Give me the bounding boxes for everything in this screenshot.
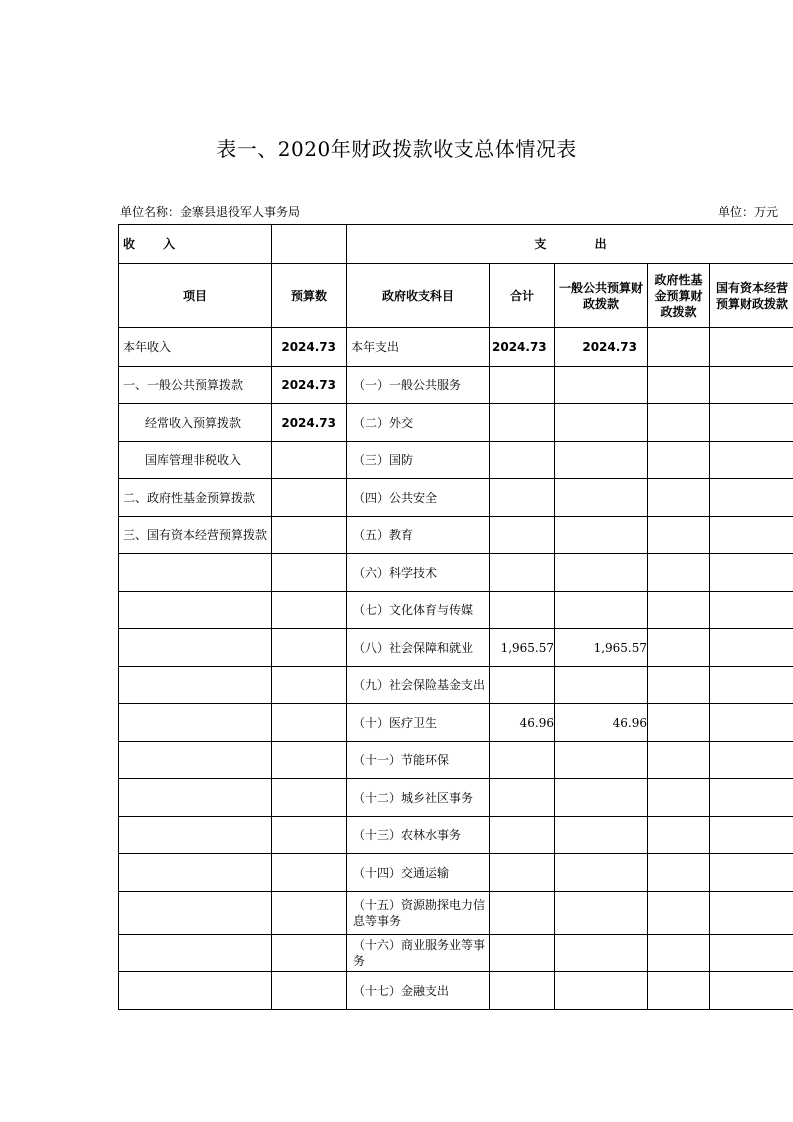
gov-fund-cell (648, 479, 710, 517)
subject-cell: （十四）交通运输 (347, 854, 490, 892)
total-cell (490, 367, 555, 404)
item-cell: 三、国有资本经营预算拨款 (119, 517, 272, 554)
budget-cell (272, 972, 347, 1010)
general-public-cell (555, 517, 648, 554)
table-row (119, 854, 793, 892)
state-capital-cell (710, 667, 793, 704)
gov-fund-column-header: 政府性基金预算财政拨款 (648, 264, 710, 328)
table-row (119, 479, 793, 517)
total-cell (490, 442, 555, 479)
general-public-cell: 1,965.57 (555, 629, 648, 667)
total-cell: 2024.73 (490, 328, 555, 367)
gov-fund-cell (648, 817, 710, 854)
general-public-cell (555, 817, 648, 854)
item-cell (119, 892, 272, 935)
budget-cell (272, 517, 347, 554)
table-row (119, 935, 793, 972)
gov-fund-cell (648, 704, 710, 742)
unit-name-label: 单位名称：金寨县退役军人事务局 (120, 205, 301, 219)
budget-cell (272, 817, 347, 854)
subject-cell: （八）社会保障和就业 (347, 629, 490, 667)
general-public-cell (555, 972, 648, 1010)
total-cell (490, 779, 555, 817)
table-row (119, 972, 793, 1010)
gov-fund-cell (648, 442, 710, 479)
general-public-column-header: 一般公共预算财政拨款 (555, 264, 648, 328)
state-capital-cell (710, 592, 793, 629)
state-capital-cell (710, 935, 793, 972)
gov-fund-cell (648, 554, 710, 592)
total-cell (490, 592, 555, 629)
general-public-cell (555, 479, 648, 517)
state-capital-cell (710, 367, 793, 404)
gov-fund-cell (648, 972, 710, 1010)
total-cell (490, 404, 555, 442)
state-capital-cell (710, 404, 793, 442)
state-capital-column-header: 国有资本经营预算财政拨款 (710, 264, 793, 328)
total-cell (490, 935, 555, 972)
state-capital-cell (710, 817, 793, 854)
budget-cell (272, 479, 347, 517)
budget-cell (272, 935, 347, 972)
state-capital-cell (710, 328, 793, 367)
total-cell: 46.96 (490, 704, 555, 742)
gov-fund-cell (648, 328, 710, 367)
gov-fund-cell (648, 779, 710, 817)
table-body (119, 328, 793, 1010)
item-cell (119, 629, 272, 667)
empty-header-cell (272, 225, 347, 264)
table-row (119, 779, 793, 817)
table-row (119, 404, 793, 442)
subject-cell: （九）社会保险基金支出 (347, 667, 490, 704)
item-cell (119, 704, 272, 742)
general-public-cell (555, 892, 648, 935)
subject-cell: （五）教育 (347, 517, 490, 554)
income-header: 收 入 (119, 225, 272, 264)
item-cell: 国库管理非税收入 (119, 442, 272, 479)
general-public-cell (555, 742, 648, 779)
item-column-header: 项目 (119, 264, 272, 328)
currency-unit-label: 单位：万元 (718, 205, 779, 219)
subject-cell: （十五）资源勘探电力信息等事务 (347, 892, 490, 935)
budget-cell (272, 667, 347, 704)
budget-cell (272, 892, 347, 935)
item-cell: 一、一般公共预算拨款 (119, 367, 272, 404)
gov-fund-cell (648, 935, 710, 972)
item-cell: 经常收入预算拨款 (119, 404, 272, 442)
state-capital-cell (710, 742, 793, 779)
table-row (119, 517, 793, 554)
table-row (119, 892, 793, 935)
subject-cell: （三）国防 (347, 442, 490, 479)
subject-cell: （二）外交 (347, 404, 490, 442)
budget-cell (272, 442, 347, 479)
table-row (119, 328, 793, 367)
header-row-top (119, 225, 793, 264)
item-cell (119, 592, 272, 629)
total-cell (490, 479, 555, 517)
budget-cell (272, 779, 347, 817)
general-public-cell (555, 935, 648, 972)
item-cell (119, 554, 272, 592)
general-public-cell (555, 442, 648, 479)
table-row (119, 554, 793, 592)
item-cell (119, 779, 272, 817)
budget-cell (272, 854, 347, 892)
subject-cell: （一）一般公共服务 (347, 367, 490, 404)
state-capital-cell (710, 892, 793, 935)
subject-cell: 本年支出 (347, 328, 490, 367)
subject-cell: （十七）金融支出 (347, 972, 490, 1010)
state-capital-cell (710, 517, 793, 554)
state-capital-cell (710, 629, 793, 667)
subject-column-header: 政府收支科目 (347, 264, 490, 328)
total-column-header: 合计 (490, 264, 555, 328)
general-public-cell (555, 592, 648, 629)
gov-fund-cell (648, 367, 710, 404)
total-cell (490, 972, 555, 1010)
item-cell (119, 817, 272, 854)
general-public-cell (555, 667, 648, 704)
subject-cell: （六）科学技术 (347, 554, 490, 592)
total-cell (490, 517, 555, 554)
gov-fund-cell (648, 629, 710, 667)
state-capital-cell (710, 854, 793, 892)
total-cell (490, 667, 555, 704)
subject-cell: （四）公共安全 (347, 479, 490, 517)
total-cell (490, 854, 555, 892)
subject-cell: （十三）农林水事务 (347, 817, 490, 854)
budget-cell: 2024.73 (272, 367, 347, 404)
state-capital-cell (710, 779, 793, 817)
gov-fund-cell (648, 892, 710, 935)
budget-cell (272, 554, 347, 592)
item-cell (119, 972, 272, 1010)
item-cell (119, 935, 272, 972)
subject-cell: （十六）商业服务业等事务 (347, 935, 490, 972)
general-public-cell (555, 554, 648, 592)
budget-cell: 2024.73 (272, 404, 347, 442)
item-cell: 本年收入 (119, 328, 272, 367)
gov-fund-cell (648, 517, 710, 554)
state-capital-cell (710, 479, 793, 517)
general-public-cell (555, 854, 648, 892)
subject-cell: （十）医疗卫生 (347, 704, 490, 742)
general-public-cell (555, 779, 648, 817)
state-capital-cell (710, 972, 793, 1010)
total-cell: 1,965.57 (490, 629, 555, 667)
budget-cell (272, 592, 347, 629)
table-row (119, 667, 793, 704)
budget-cell (272, 704, 347, 742)
item-cell (119, 742, 272, 779)
total-cell (490, 817, 555, 854)
budget-table (118, 224, 793, 1010)
total-cell (490, 892, 555, 935)
budget-cell (272, 742, 347, 779)
gov-fund-cell (648, 742, 710, 779)
item-cell (119, 854, 272, 892)
general-public-cell (555, 367, 648, 404)
total-cell (490, 742, 555, 779)
gov-fund-cell (648, 592, 710, 629)
page-title: 表一、2020年财政拨款收支总体情况表 (216, 137, 577, 161)
item-cell (119, 667, 272, 704)
table-row (119, 704, 793, 742)
state-capital-cell (710, 442, 793, 479)
budget-cell (272, 629, 347, 667)
table-row (119, 367, 793, 404)
state-capital-cell (710, 554, 793, 592)
budget-column-header: 预算数 (272, 264, 347, 328)
header-row-columns (119, 264, 793, 328)
item-cell: 二、政府性基金预算拨款 (119, 479, 272, 517)
subject-cell: （十一）节能环保 (347, 742, 490, 779)
budget-cell: 2024.73 (272, 328, 347, 367)
subject-cell: （十二）城乡社区事务 (347, 779, 490, 817)
general-public-cell (555, 404, 648, 442)
gov-fund-cell (648, 404, 710, 442)
table-row (119, 442, 793, 479)
state-capital-cell (710, 704, 793, 742)
table-row (119, 742, 793, 779)
general-public-cell: 2024.73 (555, 328, 648, 367)
general-public-cell: 46.96 (555, 704, 648, 742)
expense-header: 支 出 (347, 225, 793, 264)
gov-fund-cell (648, 667, 710, 704)
table-row (119, 629, 793, 667)
table-row (119, 592, 793, 629)
table-row (119, 817, 793, 854)
total-cell (490, 554, 555, 592)
gov-fund-cell (648, 854, 710, 892)
subject-cell: （七）文化体育与传媒 (347, 592, 490, 629)
